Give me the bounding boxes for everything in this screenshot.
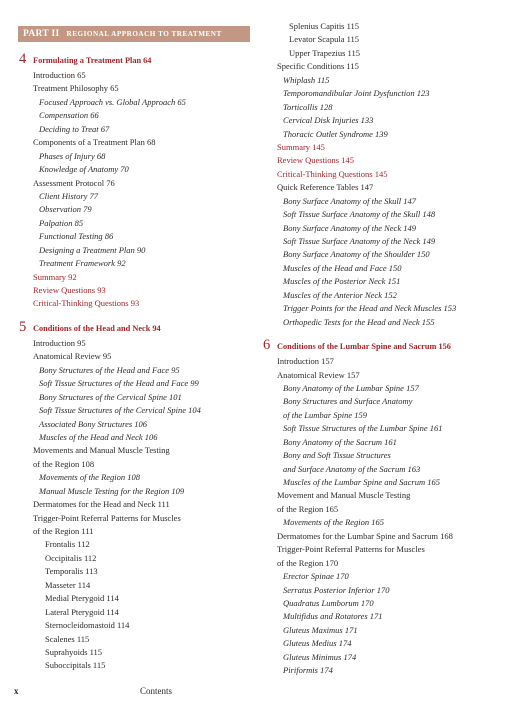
toc-entry[interactable]: Trigger-Point Referral Patterns for Muscles [33,512,181,523]
part-header-banner [18,26,250,42]
toc-entry[interactable]: Movements of the Region 165 [283,517,385,528]
toc-entry[interactable]: Bony Surface Anatomy of the Skull 147 [283,195,416,206]
toc-entry[interactable]: Associated Bony Structures 106 [39,418,148,429]
toc-entry[interactable]: Masseter 114 [45,579,91,590]
chapter-heading[interactable] [20,52,266,69]
toc-entry[interactable]: Deciding to Treat 67 [39,123,110,134]
part-title: REGIONAL APPROACH TO TREATMENT [66,30,222,38]
toc-entry[interactable]: of the Region 108 [33,458,95,469]
toc-entry[interactable]: Bony Structures of the Cervical Spine 101 [39,391,182,402]
chapter-number: 5 [19,318,27,335]
section-gap [264,329,514,338]
toc-entry[interactable]: Medial Pterygoid 114 [45,593,119,604]
toc-entry[interactable]: Soft Tissue Structures of the Lumbar Spine 161 [283,423,443,434]
toc-entry[interactable]: Lateral Pterygoid 114 [45,606,119,617]
toc-entry[interactable]: Torticollis 128 [283,101,333,112]
toc-entry[interactable]: Occipitalis 112 [45,552,97,563]
toc-end-matter-entry[interactable]: Critical-Thinking Questions 93 [33,298,140,309]
toc-entry[interactable]: of the Region 111 [33,526,94,536]
toc-entry[interactable]: Dermatomes for the Lumbar Spine and Sacrum 168 [277,530,453,541]
toc-entry[interactable]: Muscles of the Head and Neck 106 [39,431,158,442]
toc-entry[interactable]: Bony Anatomy of the Lumbar Spine 157 [283,382,419,393]
toc-entry[interactable]: Movements of the Region 108 [39,472,141,483]
toc-entry[interactable]: Serratus Posterior Inferior 170 [283,584,390,595]
toc-entry[interactable]: Bony Structures and Surface Anatomy [283,396,413,407]
toc-entry[interactable]: Quadratus Lumborum 170 [283,597,374,608]
toc-entry[interactable]: and Surface Anatomy of the Sacrum 163 [283,463,421,474]
toc-entry[interactable]: Designing a Treatment Plan 90 [39,244,146,255]
toc-entry[interactable]: Multifidus and Rotatores 171 [283,611,383,622]
chapter-number: 4 [19,51,27,67]
page-folio: x [14,686,19,696]
toc-entry[interactable]: Quick Reference Tables 147 [277,182,374,193]
toc-entry[interactable]: Frontalis 112 [45,539,90,550]
toc-entry[interactable]: Focused Approach vs. Global Approach 65 [39,96,186,107]
toc-entry[interactable]: Phases of Injury 68 [39,150,106,161]
toc-entry[interactable]: Movements and Manual Muscle Testing [33,445,170,456]
toc-entry[interactable]: Bony and Soft Tissue Structures [283,450,391,461]
toc-entry[interactable]: Observation 79 [39,204,92,215]
toc-entry[interactable]: Muscles of the Lumbar Spine and Sacrum 165 [283,477,441,487]
toc-entry[interactable]: Bony Anatomy of the Sacrum 161 [283,436,397,447]
chapter-title: Conditions of the Head and Neck 94 [33,323,161,333]
toc-entry[interactable]: of the Lumbar Spine 159 [283,409,368,420]
toc-entry[interactable]: Anatomical Review 157 [277,369,360,380]
toc-end-matter-entry[interactable]: Summary 145 [277,141,325,152]
toc-entry[interactable]: Erector Spinae 170 [283,571,349,582]
toc-entry[interactable]: Treatment Framework 92 [39,258,126,269]
toc-entry[interactable]: Palpation 85 [39,217,84,228]
toc-entry[interactable]: Soft Tissue Surface Anatomy of the Neck 149 [283,236,436,246]
toc-entry[interactable]: Upper Trapezius 115 [289,47,360,58]
toc-entry[interactable]: Levator Scapula 115 [289,34,360,45]
toc-entry[interactable]: Assessment Protocol 76 [33,177,115,188]
toc-entry[interactable]: Splenius Capitis 115 [289,21,360,31]
toc-entry[interactable]: Introduction 95 [33,337,86,348]
toc-entry[interactable]: Functional Testing 86 [39,231,114,242]
toc-entry[interactable]: of the Region 165 [277,503,339,514]
toc-entry[interactable]: Introduction 157 [277,356,334,367]
toc-entry[interactable]: Treatment Philosophy 65 [33,83,119,94]
toc-entry[interactable]: Temporomandibular Joint Dysfunction 123 [283,88,430,99]
toc-entry[interactable]: Suboccipitals 115 [45,660,106,671]
toc-entry[interactable]: Gluteus Medius 174 [283,638,352,649]
chapter-number: 6 [263,337,271,354]
toc-entry[interactable]: Bony Surface Anatomy of the Neck 149 [283,222,416,233]
toc-end-matter-entry[interactable]: Critical-Thinking Questions 145 [277,168,388,179]
toc-entry[interactable]: Dermatomes for the Head and Neck 111 [33,499,170,510]
toc-entry[interactable]: Gluteus Minimus 174 [283,651,357,662]
toc-entry[interactable]: Muscles of the Posterior Neck 151 [283,276,401,287]
section-gap [20,311,266,320]
chapter-heading[interactable] [20,320,266,337]
toc-entry[interactable]: Specific Conditions 115 [277,61,359,72]
toc-entry[interactable]: Soft Tissue Structures of the Cervical Spine 104 [39,405,201,416]
toc-entry[interactable]: Suprahyoids 115 [45,646,103,657]
toc-left-column [20,52,266,673]
toc-entry[interactable]: Client History 77 [39,190,99,201]
toc-entry[interactable]: of the Region 170 [277,557,339,568]
toc-entry[interactable]: Trigger-Point Referral Patterns for Muscles [277,544,425,555]
toc-entry[interactable]: Soft Tissue Surface Anatomy of the Skull 148 [283,209,436,220]
toc-entry[interactable]: Temporalis 113 [45,566,98,577]
toc-entry[interactable]: Thoracic Outlet Syndrome 139 [283,128,388,139]
toc-right-column [264,20,514,678]
toc-entry[interactable]: Piriformis 174 [283,665,333,676]
toc-end-matter-entry[interactable]: Review Questions 93 [33,285,106,295]
toc-end-matter-entry[interactable]: Summary 92 [33,271,77,282]
toc-entry[interactable]: Muscles of the Anterior Neck 152 [283,289,397,300]
chapter-title: Conditions of the Lumbar Spine and Sacrum 156 [277,342,451,352]
part-number: PART II [23,29,60,39]
toc-entry[interactable]: Soft Tissue Structures of the Head and Face 99 [39,378,199,389]
toc-entry[interactable]: Scalenes 115 [45,633,90,644]
toc-entry[interactable]: Trigger Points for the Head and Neck Muscles 153 [283,303,457,314]
chapter-title: Formulating a Treatment Plan 64 [33,56,152,65]
toc-entry[interactable]: Orthopedic Tests for the Head and Neck 155 [283,316,435,327]
chapter-heading[interactable] [264,338,514,355]
toc-entry[interactable]: Components of a Treatment Plan 68 [33,137,156,148]
toc-entry[interactable]: Bony Surface Anatomy of the Shoulder 150 [283,249,430,260]
toc-entry[interactable]: Introduction 65 [33,70,86,80]
toc-entry[interactable]: Sternocleidomastoid 114 [45,620,130,631]
toc-entry[interactable]: Muscles of the Head and Face 150 [283,262,402,273]
toc-entry[interactable]: Manual Muscle Testing for the Region 109 [39,485,185,496]
toc-entry[interactable]: Knowledge of Anatomy 70 [39,164,129,175]
running-footer-label: Contents [140,686,173,696]
toc-entry[interactable]: Gluteus Maximus 171 [283,624,358,635]
toc-entry[interactable]: Compensation 66 [39,110,99,121]
toc-end-matter-entry[interactable]: Review Questions 145 [277,155,354,166]
toc-entry[interactable]: Anatomical Review 95 [33,351,112,362]
toc-entry[interactable]: Cervical Disk Injuries 133 [283,115,374,126]
toc-entry[interactable]: Whiplash 115 [283,74,330,85]
toc-entry[interactable]: Movement and Manual Muscle Testing [277,490,411,501]
toc-entry[interactable]: Bony Structures of the Head and Face 95 [39,364,180,375]
